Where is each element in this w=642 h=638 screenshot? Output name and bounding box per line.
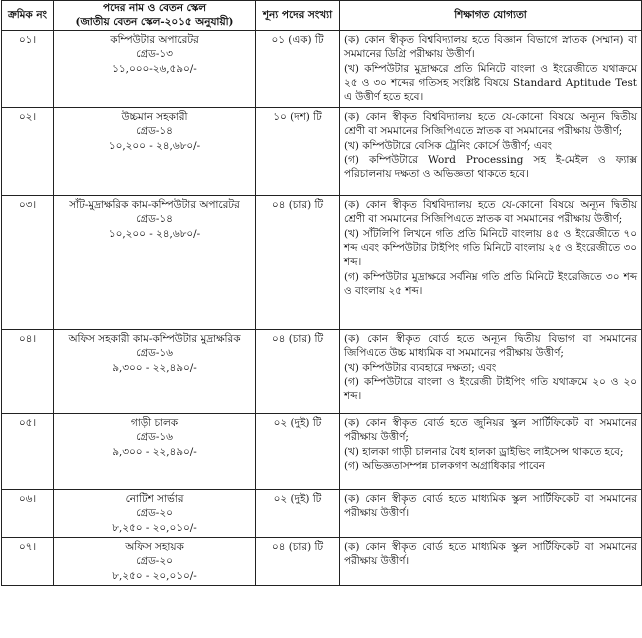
vacancy-count: ০১ (এক) টি	[256, 31, 340, 108]
qualification-cell	[340, 329, 642, 413]
pay-scale: ৯,৩০০ - ২২,৪৯০/-	[112, 361, 197, 374]
post-cell	[54, 329, 256, 413]
table-row	[2, 329, 642, 413]
qualification-item: (ক) কোন স্বীকৃত বিশ্ববিদ্যালয় হতে যে-কোনো বিষয়ে অন্যূন দ্বিতীয় শ্রেণী বা সমমানের সিজিপিএতে স্নাতক বা সমমানের পরীক্ষায় উত্তীর্ণ;	[344, 110, 637, 138]
pay-grade: গ্রেড-১৪	[136, 125, 173, 138]
qualification-item: (গ) কম্পিউটার মুদ্রাক্ষরে সর্বনিম্ন গতি প্রতি মিনিটে ইংরেজিতে ৩০ শব্দ ও বাংলায় ২৫ শব্দ।	[344, 270, 637, 297]
table-row	[2, 413, 642, 489]
serial-number: ০৪।	[2, 329, 54, 413]
pay-scale: ৯,৩০০ - ২২,৪৯০/-	[112, 445, 197, 458]
qualification-cell	[340, 413, 642, 489]
table-body	[2, 31, 642, 586]
pay-scale: ৮,২৫০ - ২০,০১০/-	[112, 521, 197, 534]
post-name: অফিস সহকারী কাম-কম্পিউটার মুদ্রাক্ষরিক	[68, 332, 241, 345]
qualification-item: (খ) কম্পিউটার ব্যবহারে দক্ষতা; এবং	[344, 361, 497, 374]
serial-number: ০৬।	[2, 489, 54, 537]
qualification-item: (ক) কোন স্বীকৃত বোর্ড হতে জুনিয়র স্কুল সার্টিফিকেট বা সমমানের পরীক্ষায় উত্তীর্ণ;	[344, 416, 637, 444]
post-name: কম্পিউটার অপারেটর	[110, 34, 199, 47]
qualification-cell	[340, 31, 642, 108]
qualification-item: (খ) কম্পিউটারে বেসিক ট্রেনিং কোর্সে উত্তীর্ণ; এবং	[344, 139, 553, 152]
header-post-line2: (জাতীয় বেতন স্কেল-২০১৫ অনুযায়ী)	[75, 15, 234, 28]
pay-grade: গ্রেড-২০	[136, 555, 173, 568]
post-cell	[54, 31, 256, 108]
table-row	[2, 195, 642, 329]
qualification-item: (গ) কম্পিউটারে বাংলা ও ইংরেজী টাইপিং গতি যথাক্রমে ২০ ও ২০ শব্দ।	[344, 375, 637, 403]
post-cell	[54, 537, 256, 585]
header-serial: ক্রমিক নং	[2, 1, 54, 31]
qualification-item: (খ) কম্পিউটার মুদ্রাক্ষরে প্রতি মিনিটে বাংলা ও ইংরেজীতে যথাক্রমে ২৫ ও ৩০ শব্দের গতিসহ সংশ্লিষ্ট বিষয়ে Standard Aptitude Test এ উত্তীর্ণ হতে হবে।	[344, 62, 637, 104]
qualification-item: (খ) সাঁটলিপি লিখনে গতি প্রতি মিনিটে বাংলায় ৪৫ ও ইংরেজীতে ৭০ শব্দ এবং কম্পিউটার টাইপিং গতি মিনিটে বাংলায় ২৫ ও ইংরেজীতে ৩০ শব্দ।	[344, 227, 637, 269]
pay-grade: গ্রেড-২০	[136, 507, 173, 520]
qualification-cell	[340, 195, 642, 329]
table-row	[2, 31, 642, 108]
qualification-item: (গ) অভিজ্ঞতাসম্পন্ন চালকগণ অগ্রাধিকার পাবেন	[344, 459, 545, 472]
pay-grade: গ্রেড-১৬	[136, 431, 173, 444]
qualification-item: (ক) কোন স্বীকৃত বিশ্ববিদ্যালয় হতে বিজ্ঞান বিভাগে স্নাতক (সম্মান) বা সমমানের ডিগ্রি পরীক্ষায় উত্তীর্ণ।	[344, 34, 637, 61]
qualification-item: (ক) কোন স্বীকৃত বোর্ড হতে মাধ্যমিক স্কুল সার্টিফিকেট বা সমমানের পরীক্ষায় উত্তীর্ণ।	[344, 540, 637, 568]
vacancy-count: ০৪ (চার) টি	[256, 195, 340, 329]
post-cell	[54, 195, 256, 329]
pay-scale: ১১,০০০-২৬,৫৯০/-	[112, 62, 197, 75]
qualification-item: (ক) কোন স্বীকৃত বিশ্ববিদ্যালয় হতে যে-কোনো বিষয়ে অন্যূন দ্বিতীয় শ্রেণী বা সমমানের সিজিপিএতে স্নাতক বা সমমানের পরীক্ষায় উত্তীর্ণ;	[344, 198, 637, 226]
pay-grade: গ্রেড-১৪	[136, 213, 173, 226]
vacancy-count: ০২ (দুই) টি	[256, 413, 340, 489]
header-qualification: শিক্ষাগত যোগ্যতা	[340, 1, 642, 31]
vacancy-count: ০২ (দুই) টি	[256, 489, 340, 537]
qualification-item: (ক) কোন স্বীকৃত বোর্ড হতে মাধ্যমিক স্কুল সার্টিফিকেট বা সমমানের পরীক্ষায় উত্তীর্ণ।	[344, 492, 637, 520]
table-header-row	[2, 1, 642, 31]
serial-number: ০১।	[2, 31, 54, 108]
post-cell	[54, 489, 256, 537]
pay-grade: গ্রেড-১৬	[136, 347, 173, 360]
post-cell	[54, 107, 256, 195]
table-row	[2, 489, 642, 537]
serial-number: ০৫।	[2, 413, 54, 489]
header-post-line1: পদের নাম ও বেতন স্কেল	[103, 2, 206, 14]
pay-grade: গ্রেড-১৩	[136, 48, 173, 61]
qualification-item: (গ) কম্পিউটারে Word Processing সহ ই-মেইল ও ফ্যাক্স পরিচালনায় দক্ষতা ও অভিজ্ঞতা থাকতে হবে।	[344, 153, 637, 181]
post-name: অফিস সহায়ক	[125, 540, 184, 553]
vacancy-count: ১০ (দশ) টি	[256, 107, 340, 195]
vacancy-count: ০৪ (চার) টি	[256, 329, 340, 413]
serial-number: ০৩।	[2, 195, 54, 329]
post-name: সাঁট-মুদ্রাক্ষরিক কাম-কম্পিউটার অপারেটর	[69, 198, 240, 211]
post-name: গাড়ী চালক	[130, 416, 179, 429]
post-name: উচ্চমান সহকারী	[121, 110, 188, 123]
pay-scale: ৮,২৫০ - ২০,০১০/-	[112, 569, 197, 582]
qualification-cell	[340, 537, 642, 585]
job-vacancy-table	[1, 0, 642, 586]
table-row	[2, 107, 642, 195]
pay-scale: ১০,২০০ - ২৪,৬৮০/-	[108, 227, 201, 240]
serial-number: ০২।	[2, 107, 54, 195]
pay-scale: ১০,২০০ - ২৪,৬৮০/-	[108, 139, 201, 152]
header-post-name	[54, 1, 256, 31]
table-row	[2, 537, 642, 585]
vacancy-count: ০৪ (চার) টি	[256, 537, 340, 585]
qualification-item: (ক) কোন স্বীকৃত বোর্ড হতে অন্যূন দ্বিতীয় বিভাগ বা সমমানের জিপিএতে উচ্চ মাধ্যমিক বা সমমানের পরীক্ষায় উত্তীর্ণ;	[344, 332, 637, 360]
serial-number: ০৭।	[2, 537, 54, 585]
post-cell	[54, 413, 256, 489]
post-name: নোটিশ সার্ভার	[125, 492, 184, 505]
qualification-cell	[340, 107, 642, 195]
header-vacancy-count: শূন্য পদের সংখ্যা	[256, 1, 340, 31]
qualification-cell	[340, 489, 642, 537]
qualification-item: (খ) হালকা গাড়ী চালনার বৈধ হালকা ড্রাইভিং লাইসেন্স থাকতে হবে;	[344, 445, 624, 458]
